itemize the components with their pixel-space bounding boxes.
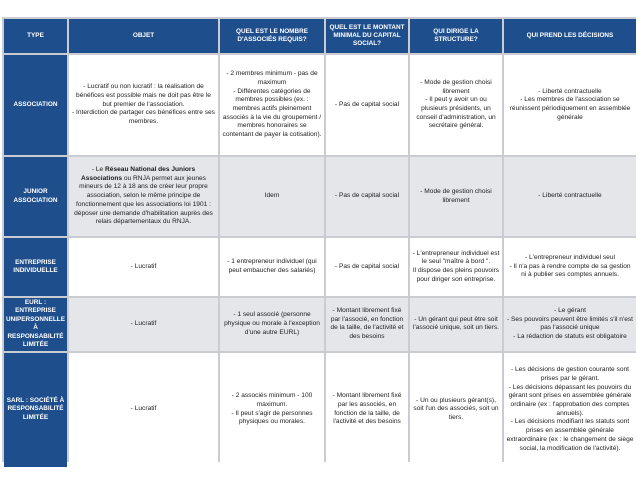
cell-line: - Il peut y avoir un ou plusieurs présidents, un conseil d'administration, un secrétaire général. bbox=[416, 96, 496, 130]
cell-line: - Lucratif bbox=[130, 320, 157, 327]
cell-line: - L'entrepreneur individuel est le seul "maître à bord ". bbox=[412, 249, 500, 266]
cell-text: ou RNJA permet aux jeunes mineurs de 12 à 18 ans de créer leur propre association, selon le même principe de fonctionnement que les associations loi 1901 : déposer une demande d'habilitation auprès des relais départementaux du RNJA. bbox=[74, 174, 213, 226]
cell-nombre-associes bbox=[220, 353, 324, 467]
cell-line: - L'entrepreneur individuel seul bbox=[525, 253, 615, 261]
row-type-entreprise-individuelle: ENTREPRISE INDIVIDUELLE bbox=[4, 238, 67, 296]
table-row bbox=[4, 55, 636, 155]
cell-line: Idem bbox=[264, 192, 280, 200]
cell-direction bbox=[410, 157, 502, 236]
cell-decisions bbox=[504, 157, 636, 236]
cell-capital bbox=[326, 238, 408, 296]
cell-line: - Pas de capital social bbox=[334, 192, 400, 200]
cell-line: - Les décisions modifiant les statuts sont prises en assemblée générale extraordinaire (ex : le changement de siège social, la modification de l'activité). bbox=[506, 418, 634, 452]
cell-line: - Lucratif bbox=[130, 262, 157, 270]
cell-line: - La rédaction de statuts est obligatoire bbox=[513, 333, 627, 341]
cell-line: - Ses pouvoirs peuvent être limités s'il n'est pas l'associé unique bbox=[506, 315, 634, 332]
cell-line: - Pas de capital social bbox=[334, 262, 400, 270]
cell-line: - Il n'a pas à rendre compte de sa gestion ni à publier ses comptes annuels. bbox=[509, 262, 631, 279]
cell-direction bbox=[410, 55, 502, 155]
cell-capital bbox=[326, 298, 408, 351]
cell-line: - Liberté contractuelle bbox=[538, 87, 602, 95]
cell-capital bbox=[326, 157, 408, 236]
header-capital: QUEL EST LE MONTANT MINIMAL DU CAPITAL SOCIAL? bbox=[326, 19, 408, 53]
cell-line: - Les décisions de gestion courante sont prises par le gérant. bbox=[510, 366, 630, 382]
cell-objet bbox=[69, 353, 218, 467]
cell-direction bbox=[410, 238, 502, 296]
cell-line: - Montant librement fixé par les associés, en fonction de la taille, de l'activité et des besoins bbox=[332, 392, 402, 426]
cell-line: Il dispose des pleins pouvoirs pour diriger son entreprise. bbox=[412, 267, 500, 283]
cell-nombre-associes bbox=[220, 55, 324, 155]
comparison-table-wrapper bbox=[2, 17, 636, 462]
cell-line: - Un ou plusieurs gérant(s), soit l'un des associés, soit un tiers. bbox=[413, 396, 499, 422]
cell-line: - Lucratif bbox=[130, 405, 157, 413]
header-type: TYPE bbox=[4, 19, 67, 53]
header-decisions: QUI PREND LES DÉCISIONS bbox=[504, 19, 636, 53]
table-row bbox=[4, 157, 636, 236]
rnja-name: Réseau National des Juniors Associations bbox=[81, 166, 196, 182]
cell-line: - Liberté contractuelle bbox=[538, 192, 602, 200]
header-objet: OBJET bbox=[69, 19, 218, 53]
cell-line: - Pas de capital social bbox=[334, 100, 400, 108]
cell-line: - 1 entrepreneur individuel (qui peut embaucher des salariés) bbox=[227, 258, 317, 274]
cell-line: - Le gérant bbox=[554, 306, 586, 314]
cell-nombre-associes bbox=[220, 298, 324, 351]
table-row bbox=[4, 298, 636, 351]
table-row bbox=[4, 238, 636, 296]
cell-line: - Il peut s'agir de personnes physiques ou morales. bbox=[231, 409, 313, 426]
cell-objet bbox=[69, 298, 218, 351]
cell-line: - Mode de gestion choisi librement bbox=[420, 187, 492, 204]
row-type-association: ASSOCIATION bbox=[4, 55, 67, 155]
cell-line: - Les membres de l'association se réunissent périodiquement en assemblée générale bbox=[509, 96, 631, 121]
cell-line: - Montant librement fixé par l'associé, en fonction de la taille, de l'activité et des besoins bbox=[330, 306, 404, 341]
cell-capital bbox=[326, 353, 408, 467]
cell-text: - Le bbox=[91, 166, 106, 174]
cell-line: - 1 seul associé (personne physique ou morale à l'exception d'une autre EURL) bbox=[224, 311, 320, 336]
header-row bbox=[4, 19, 636, 53]
cell-decisions bbox=[504, 353, 636, 467]
cell-line: - Interdiction de partager ces bénéfices entre ses membres. bbox=[72, 109, 215, 126]
header-direction: QUI DIRIGE LA STRUCTURE? bbox=[410, 19, 502, 53]
cell-objet bbox=[69, 55, 218, 155]
cell-line: - Mode de gestion choisi librement bbox=[420, 78, 492, 95]
cell-line: - Un gérant qui peut être soit l'associé unique, soit un tiers. bbox=[413, 315, 499, 332]
cell-decisions bbox=[504, 55, 636, 155]
cell-nombre-associes bbox=[220, 238, 324, 296]
cell-line: - Les décisions dépassant les pouvoirs du gérant sont prises en assemblée générale ordinaire (ex : l'approbation des comptes annuels). bbox=[508, 383, 632, 417]
table-row bbox=[4, 353, 636, 467]
cell-decisions bbox=[504, 298, 636, 351]
cell-direction bbox=[410, 298, 502, 351]
cell-line: - 2 membres minimum - pas de maximum bbox=[226, 70, 318, 86]
cell-line: - 2 associés minimum - 100 maximum. bbox=[231, 392, 313, 409]
cell-capital bbox=[326, 55, 408, 155]
legal-structures-table bbox=[2, 17, 638, 469]
cell-decisions bbox=[504, 238, 636, 296]
cell-direction bbox=[410, 353, 502, 467]
cell-line: - Lucratif ou non lucratif : la réalisation de bénéfices est possible mais ne doit pas être le but premier de l'association. bbox=[76, 83, 211, 108]
cell-line: - Différentes catégories de membres possibles (ex. : membres actifs pleinement associés à la vie du groupement / membres honoraires se contentant de payer la cotisation). bbox=[222, 87, 322, 139]
row-type-sarl: SARL : SOCIÉTÉ À RESPONSABILITÉ LIMITÉE bbox=[4, 353, 67, 467]
row-type-eurl: EURL : ENTREPRISE UNIPERSONNELLE À RESPONSABILITÉ LIMITÉE bbox=[4, 298, 67, 351]
cell-objet bbox=[69, 238, 218, 296]
row-type-junior-association: JUNIOR ASSOCIATION bbox=[4, 157, 67, 236]
cell-objet bbox=[69, 157, 218, 236]
header-nombre-associes: QUEL EST LE NOMBRE D'ASSOCIÉS REQUIS? bbox=[220, 19, 324, 53]
cell-nombre-associes bbox=[220, 157, 324, 236]
